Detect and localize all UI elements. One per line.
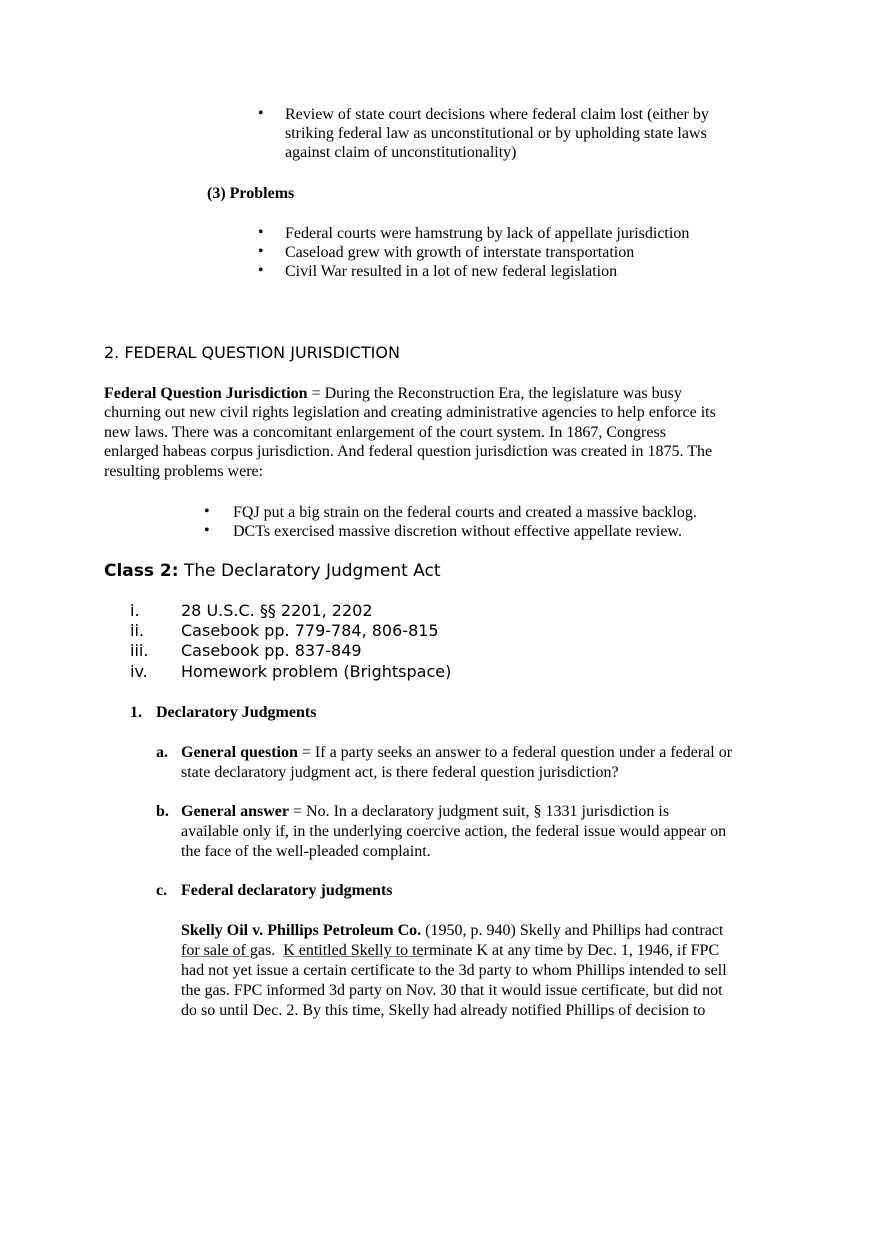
subheading: Federal declaratory judgments	[181, 882, 393, 899]
list-item: DCTs exercised massive discretion without effective appellate review.	[233, 523, 682, 540]
text: = If a party seeks an answer to a federal question under a federal or	[301, 744, 733, 761]
reading-item: 28 U.S.C. §§ 2201, 2202	[181, 601, 373, 620]
text-line: the gas. FPC informed 3d party on Nov. 30 that it would issue certificate, but did not	[181, 982, 723, 999]
text: (1950, p. 940) Skelly and Phillips had contract	[425, 922, 724, 939]
list-numeral: i.	[130, 601, 140, 620]
problems-heading: (3) Problems	[207, 185, 295, 202]
list-item: Civil War resulted in a lot of new federal legislation	[285, 263, 618, 280]
text-line: state declaratory judgment act, is there federal question jurisdiction?	[181, 764, 619, 781]
text: rminate K at any time by Dec. 1, 1946, if FPC	[423, 942, 720, 959]
text-line: striking federal law as unconstitutional or by upholding state laws	[285, 125, 707, 142]
text-line: enlarged habeas corpus jurisdiction. And federal question jurisdiction was created in 1875. The	[104, 443, 713, 460]
text: = During the Reconstruction Era, the legislature was busy	[311, 385, 682, 402]
term: General answer	[181, 803, 289, 820]
list-letter: a.	[156, 744, 168, 761]
reading-item: Homework problem (Brightspace)	[181, 662, 452, 681]
reading-item: Casebook pp. 779-784, 806-815	[181, 621, 439, 640]
list-numeral: iii.	[130, 641, 149, 660]
class-label: Class 2:	[104, 561, 179, 581]
class-heading	[104, 561, 441, 581]
text-line	[181, 802, 669, 822]
term: General question	[181, 744, 298, 761]
text-line	[181, 921, 723, 941]
reading-item: Casebook pp. 837-849	[181, 641, 362, 660]
subheading: Declaratory Judgments	[156, 704, 317, 721]
text-line: do so until Dec. 2. By this time, Skelly had already notified Phillips of decision to	[181, 1002, 706, 1019]
underlined-text: K entitled Skelly to te	[283, 942, 424, 959]
text-line: had not yet issue a certain certificate to the 3d party to whom Phillips intended to sell	[181, 962, 727, 979]
class-title: The Declaratory Judgment Act	[183, 561, 441, 581]
text-line	[181, 743, 732, 763]
text-line	[104, 384, 682, 404]
text-line: the face of the well-pleaded complaint.	[181, 843, 431, 860]
list-item: Federal courts were hamstrung by lack of appellate jurisdiction	[285, 225, 690, 242]
text: = No. In a declaratory judgment suit, § 1331 jurisdiction is	[292, 803, 670, 820]
section-heading: 2. FEDERAL QUESTION JURISDICTION	[104, 343, 400, 362]
list-numeral: iv.	[130, 662, 148, 681]
bullet-icon: •	[204, 503, 210, 520]
text-line: Review of state court decisions where federal claim lost (either by	[285, 106, 709, 123]
list-letter: c.	[156, 882, 168, 899]
text-line: available only if, in the underlying coercive action, the federal issue would appear on	[181, 823, 727, 840]
underlined-text: for sale of g	[181, 942, 258, 959]
text-line	[181, 941, 719, 961]
list-letter: b.	[156, 803, 169, 820]
text-line: resulting problems were:	[104, 463, 264, 480]
text-line: against claim of unconstitutionality)	[285, 144, 517, 161]
bullet-icon: •	[258, 243, 264, 260]
bullet-icon: •	[204, 522, 210, 539]
case-name: Skelly Oil v. Phillips Petroleum Co.	[181, 922, 422, 939]
bullet-icon: •	[258, 262, 264, 279]
term: Federal Question Jurisdiction	[104, 385, 308, 402]
bullet-icon: •	[258, 105, 264, 122]
list-number: 1.	[130, 704, 142, 721]
text-line: churning out new civil rights legislation and creating administrative agencies to help enforce its	[104, 404, 716, 421]
text: as.	[257, 942, 284, 959]
list-numeral: ii.	[130, 621, 144, 640]
text-line: new laws. There was a concomitant enlargement of the court system. In 1867, Congress	[104, 424, 666, 441]
bullet-icon: •	[258, 224, 264, 241]
list-item: Caseload grew with growth of interstate transportation	[285, 244, 635, 261]
list-item: FQJ put a big strain on the federal courts and created a massive backlog.	[233, 504, 697, 521]
